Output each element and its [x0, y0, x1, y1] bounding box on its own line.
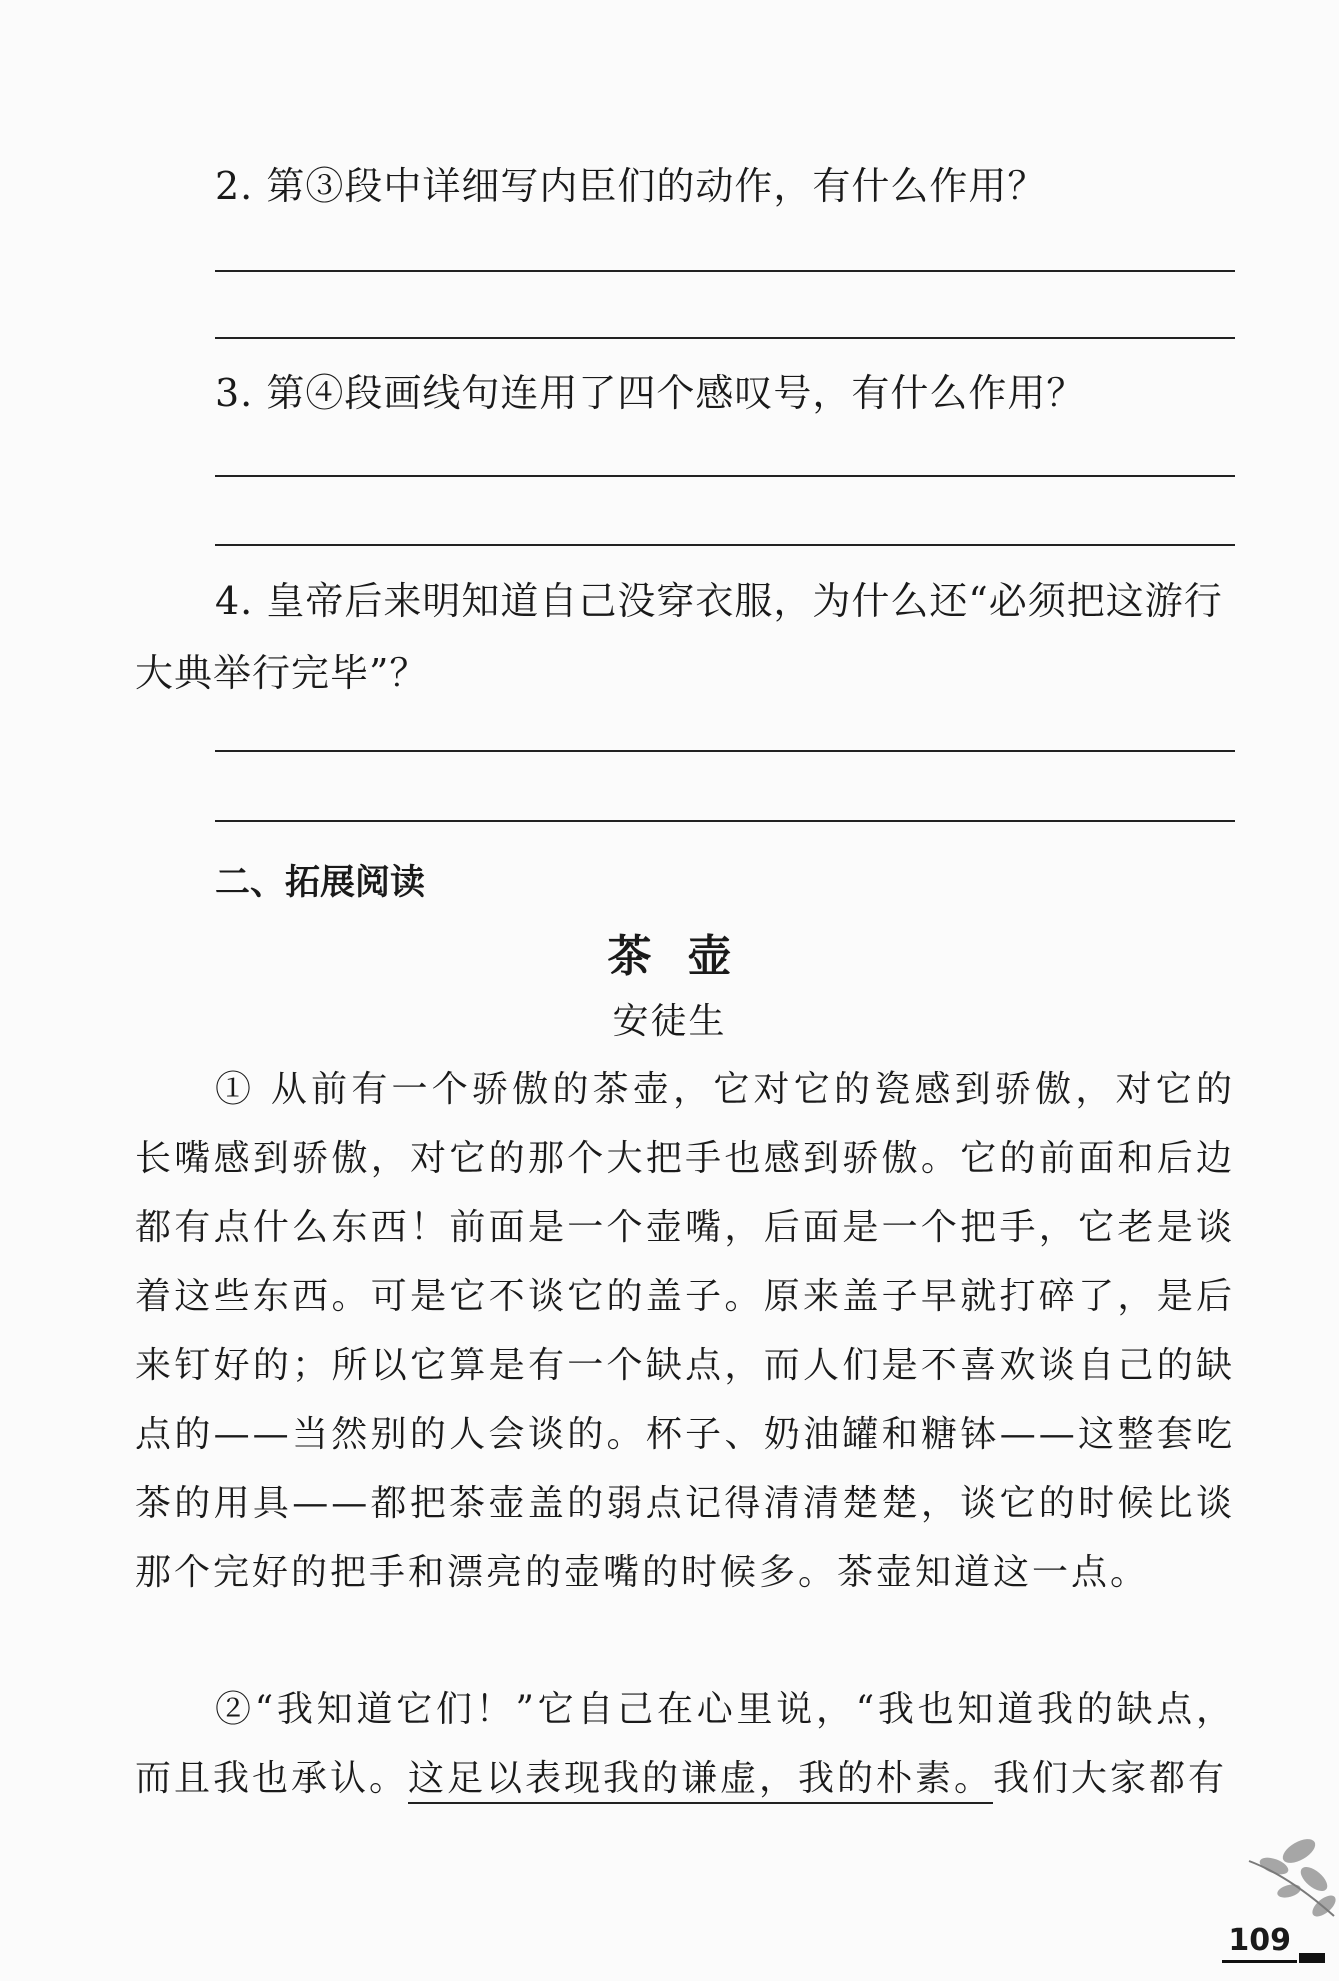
question-text: 皇帝后来明知道自己没穿衣服，为什么还“必须把这游行大典举行完毕”？ — [135, 579, 1223, 695]
question-number: 4. — [215, 579, 254, 623]
question-3 — [215, 362, 1085, 417]
answer-line[interactable] — [215, 475, 1235, 477]
question-2 — [215, 155, 1046, 210]
question-4 — [135, 565, 1235, 709]
answer-line[interactable] — [215, 750, 1235, 752]
paragraph-text: 我们大家都有 — [993, 1758, 1228, 1799]
answer-line[interactable] — [215, 544, 1235, 546]
underlined-sentence: 这足以表现我的谦虚，我的朴素。 — [408, 1758, 993, 1804]
question-number: 2. — [215, 164, 254, 208]
page-number: 109 — [1222, 1923, 1297, 1963]
story-paragraph-2 — [135, 1675, 1235, 1813]
section-title: 二、拓展阅读 — [215, 863, 426, 903]
question-text: 第④段画线句连用了四个感叹号，有什么作用？ — [266, 371, 1086, 415]
question-number: 3. — [215, 371, 254, 415]
paragraph-text: ②“我知道它们！”它自己在心里说，“我也知道我的缺点，而且我也承认。 — [135, 1689, 1235, 1799]
answer-line[interactable] — [215, 337, 1235, 339]
story-paragraph-1: ① 从前有一个骄傲的茶壶，它对它的瓷感到骄傲，对它的长嘴感到骄傲，对它的那个大把手也感到骄傲。它的前面和后边都有点什么东西！前面是一个壶嘴，后面是一个把手，它老是谈着这些东西。可是它不谈它的盖子。原来盖子早就打碎了，是后来钉好的；所以它算是有一个缺点，而人们是不喜欢谈自己的缺点的——当然别的人会谈的。杯子、奶油罐和糖钵——这整套吃茶的用具——都把茶壶盖的弱点记得清清楚楚，谈它的时候比谈那个完好的把手和漂亮的壶嘴的时候多。茶壶知道这一点。 — [135, 1069, 1235, 1593]
answer-line[interactable] — [215, 270, 1235, 272]
story-title: 茶壶 — [607, 931, 768, 982]
answer-line[interactable] — [215, 820, 1235, 822]
page-number-mark — [1299, 1953, 1325, 1963]
story-author: 安徒生 — [612, 1001, 727, 1042]
question-text: 第③段中详细写内臣们的动作，有什么作用？ — [266, 164, 1047, 208]
